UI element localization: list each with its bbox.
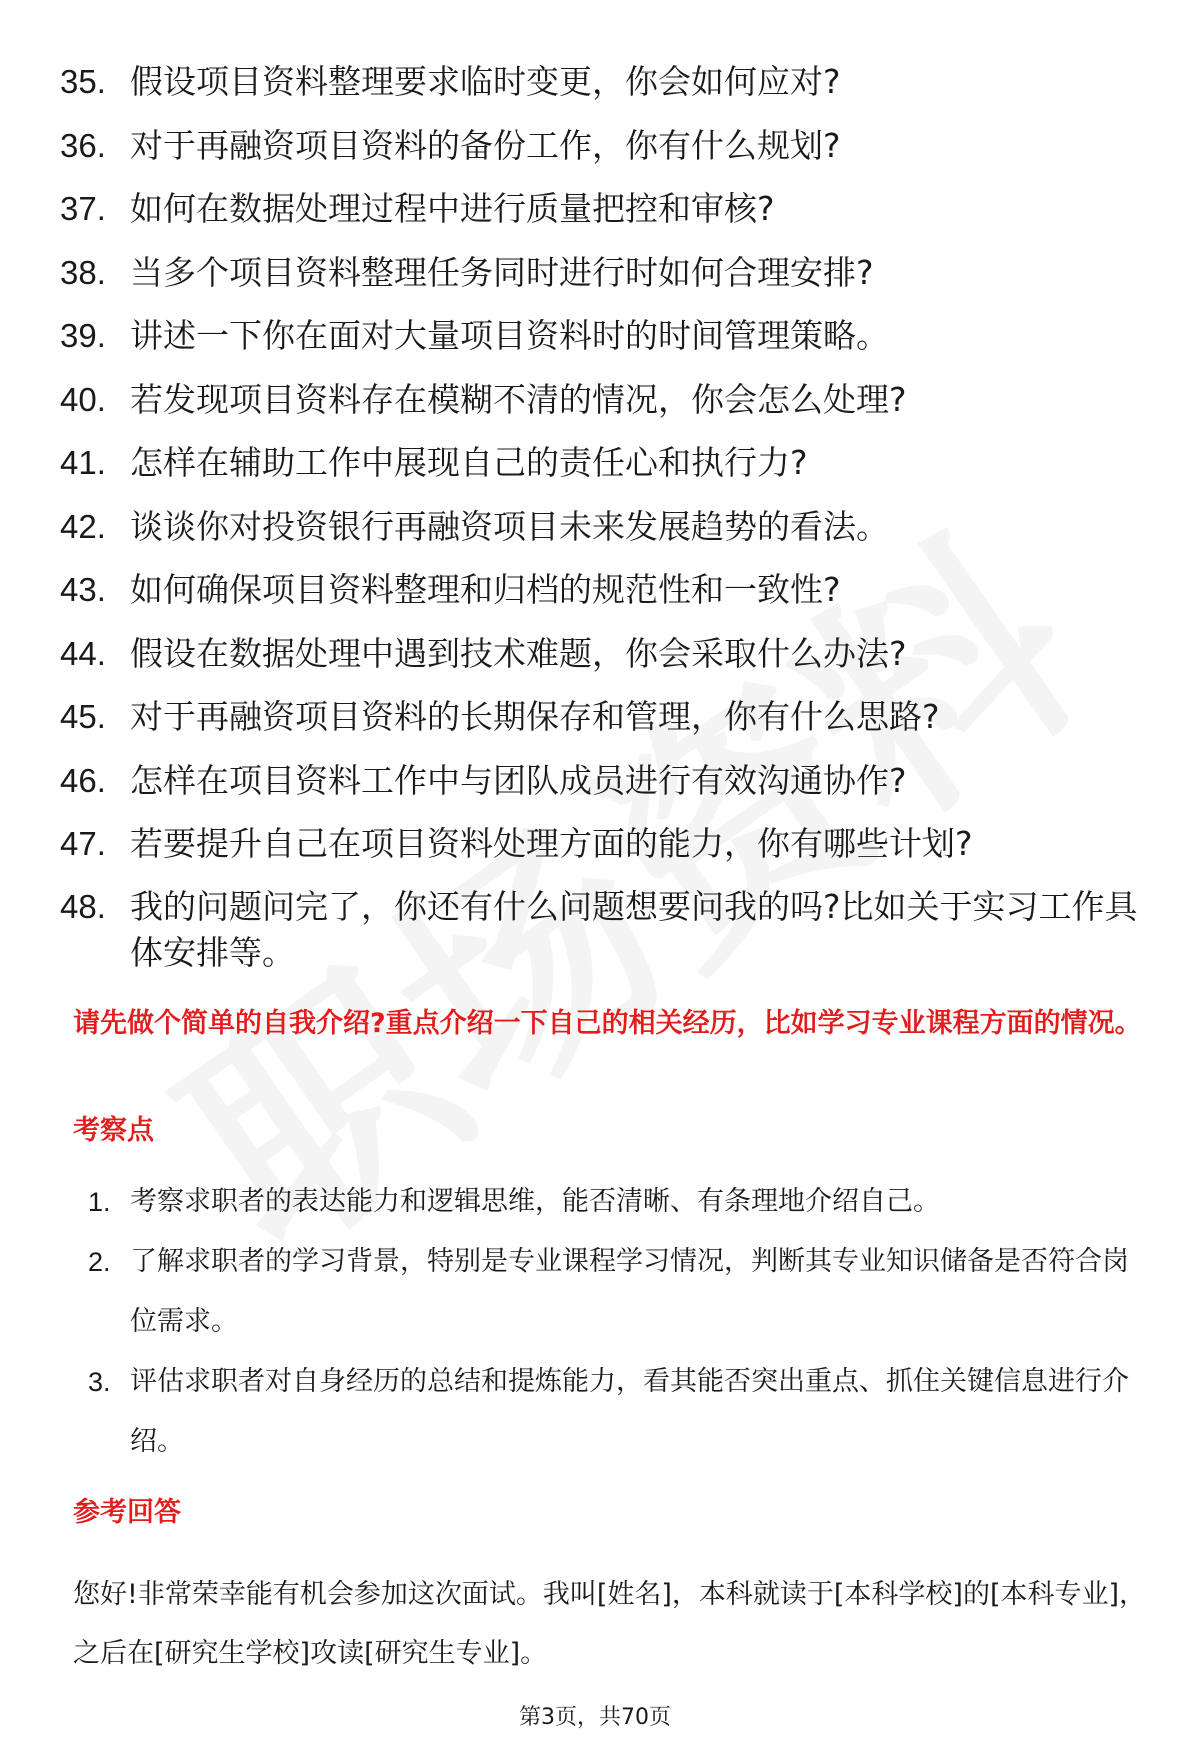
question-number: 41. — [60, 444, 106, 481]
point-text: 评估求职者对自身经历的总结和提炼能力，看其能否突出重点、抓住关键信息进行介绍。 — [130, 1366, 1129, 1457]
question-item — [60, 431, 1150, 495]
question-text: 若要提升自己在项目资料处理方面的能力，你有哪些计划? — [130, 824, 973, 863]
question-text: 讲述一下你在面对大量项目资料时的时间管理策略。 — [130, 316, 889, 355]
question-text: 我的问题问完了，你还有什么问题想要问我的吗?比如关于实习工作具体安排等。 — [130, 886, 1138, 972]
points-section-label: 考察点 — [73, 1115, 154, 1146]
question-text: 怎样在项目资料工作中与团队成员进行有效沟通协作? — [130, 760, 907, 800]
question-item — [60, 114, 1150, 178]
question-number: 36. — [60, 126, 106, 164]
question-number: 38. — [60, 253, 106, 291]
question-item — [60, 50, 1150, 114]
point-text: 了解求职者的学习背景，特别是专业课程学习情况，判断其专业知识储备是否符合岗位需求。 — [130, 1246, 1129, 1337]
question-text: 若发现项目资料存在模糊不清的情况，你会怎么处理? — [130, 379, 907, 419]
question-number: 48. — [60, 887, 106, 925]
assessment-point — [88, 1352, 1148, 1472]
assessment-points-list — [88, 1172, 1148, 1472]
page-footer: 第3页，共70页 — [519, 1705, 671, 1730]
question-text: 如何确保项目资料整理和归档的规范性和一致性? — [130, 570, 841, 609]
question-number: 35. — [60, 63, 106, 100]
question-number: 47. — [60, 825, 106, 862]
question-number: 44. — [60, 634, 106, 672]
question-item — [60, 495, 1150, 559]
assessment-point — [88, 1232, 1148, 1352]
question-number: 40. — [60, 380, 106, 418]
question-text: 怎样在辅助工作中展现自己的责任心和执行力? — [130, 443, 808, 482]
question-number: 45. — [60, 698, 106, 735]
question-item — [60, 685, 1150, 749]
question-item — [60, 749, 1150, 813]
question-text: 谈谈你对投资银行再融资项目未来发展趋势的看法。 — [130, 506, 889, 546]
question-number: 46. — [60, 761, 106, 799]
question-text: 假设项目资料整理要求临时变更，你会如何应对? — [130, 62, 841, 101]
interview-question-heading: 请先做个简单的自我介绍?重点介绍一下自己的相关经历，比如学习专业课程方面的情况。 — [73, 1008, 1142, 1039]
point-text: 考察求职者的表达能力和逻辑思维，能否清晰、有条理地介绍自己。 — [130, 1186, 940, 1217]
point-number: 3. — [88, 1367, 111, 1397]
question-text: 对于再融资项目资料的备份工作，你有什么规划? — [130, 125, 841, 165]
question-item — [60, 177, 1150, 241]
question-number: 39. — [60, 317, 106, 354]
question-text: 如何在数据处理过程中进行质量把控和审核? — [130, 189, 775, 228]
reference-answer-text: 您好!非常荣幸能有机会参加这次面试。我叫[姓名]，本科就读于[本科学校]的[本科专业]，之后在[研究生学校]攻读[研究生专业]。 — [73, 1579, 1147, 1669]
question-item — [60, 812, 1150, 876]
assessment-point — [88, 1172, 1148, 1232]
question-text: 假设在数据处理中遇到技术难题，你会采取什么办法? — [130, 633, 907, 673]
question-item — [60, 304, 1150, 368]
question-list — [60, 50, 1150, 976]
point-number: 2. — [88, 1247, 111, 1277]
point-number: 1. — [88, 1187, 111, 1217]
question-item — [60, 558, 1150, 622]
answer-section-label: 参考回答 — [73, 1497, 181, 1528]
question-item — [60, 368, 1150, 432]
question-number: 42. — [60, 507, 106, 545]
question-number: 43. — [60, 571, 106, 608]
question-number: 37. — [60, 190, 106, 227]
question-item — [60, 241, 1150, 305]
question-text: 当多个项目资料整理任务同时进行时如何合理安排? — [130, 252, 874, 292]
question-text: 对于再融资项目资料的长期保存和管理，你有什么思路? — [130, 697, 940, 736]
question-item — [60, 622, 1150, 686]
question-item — [60, 876, 1150, 976]
